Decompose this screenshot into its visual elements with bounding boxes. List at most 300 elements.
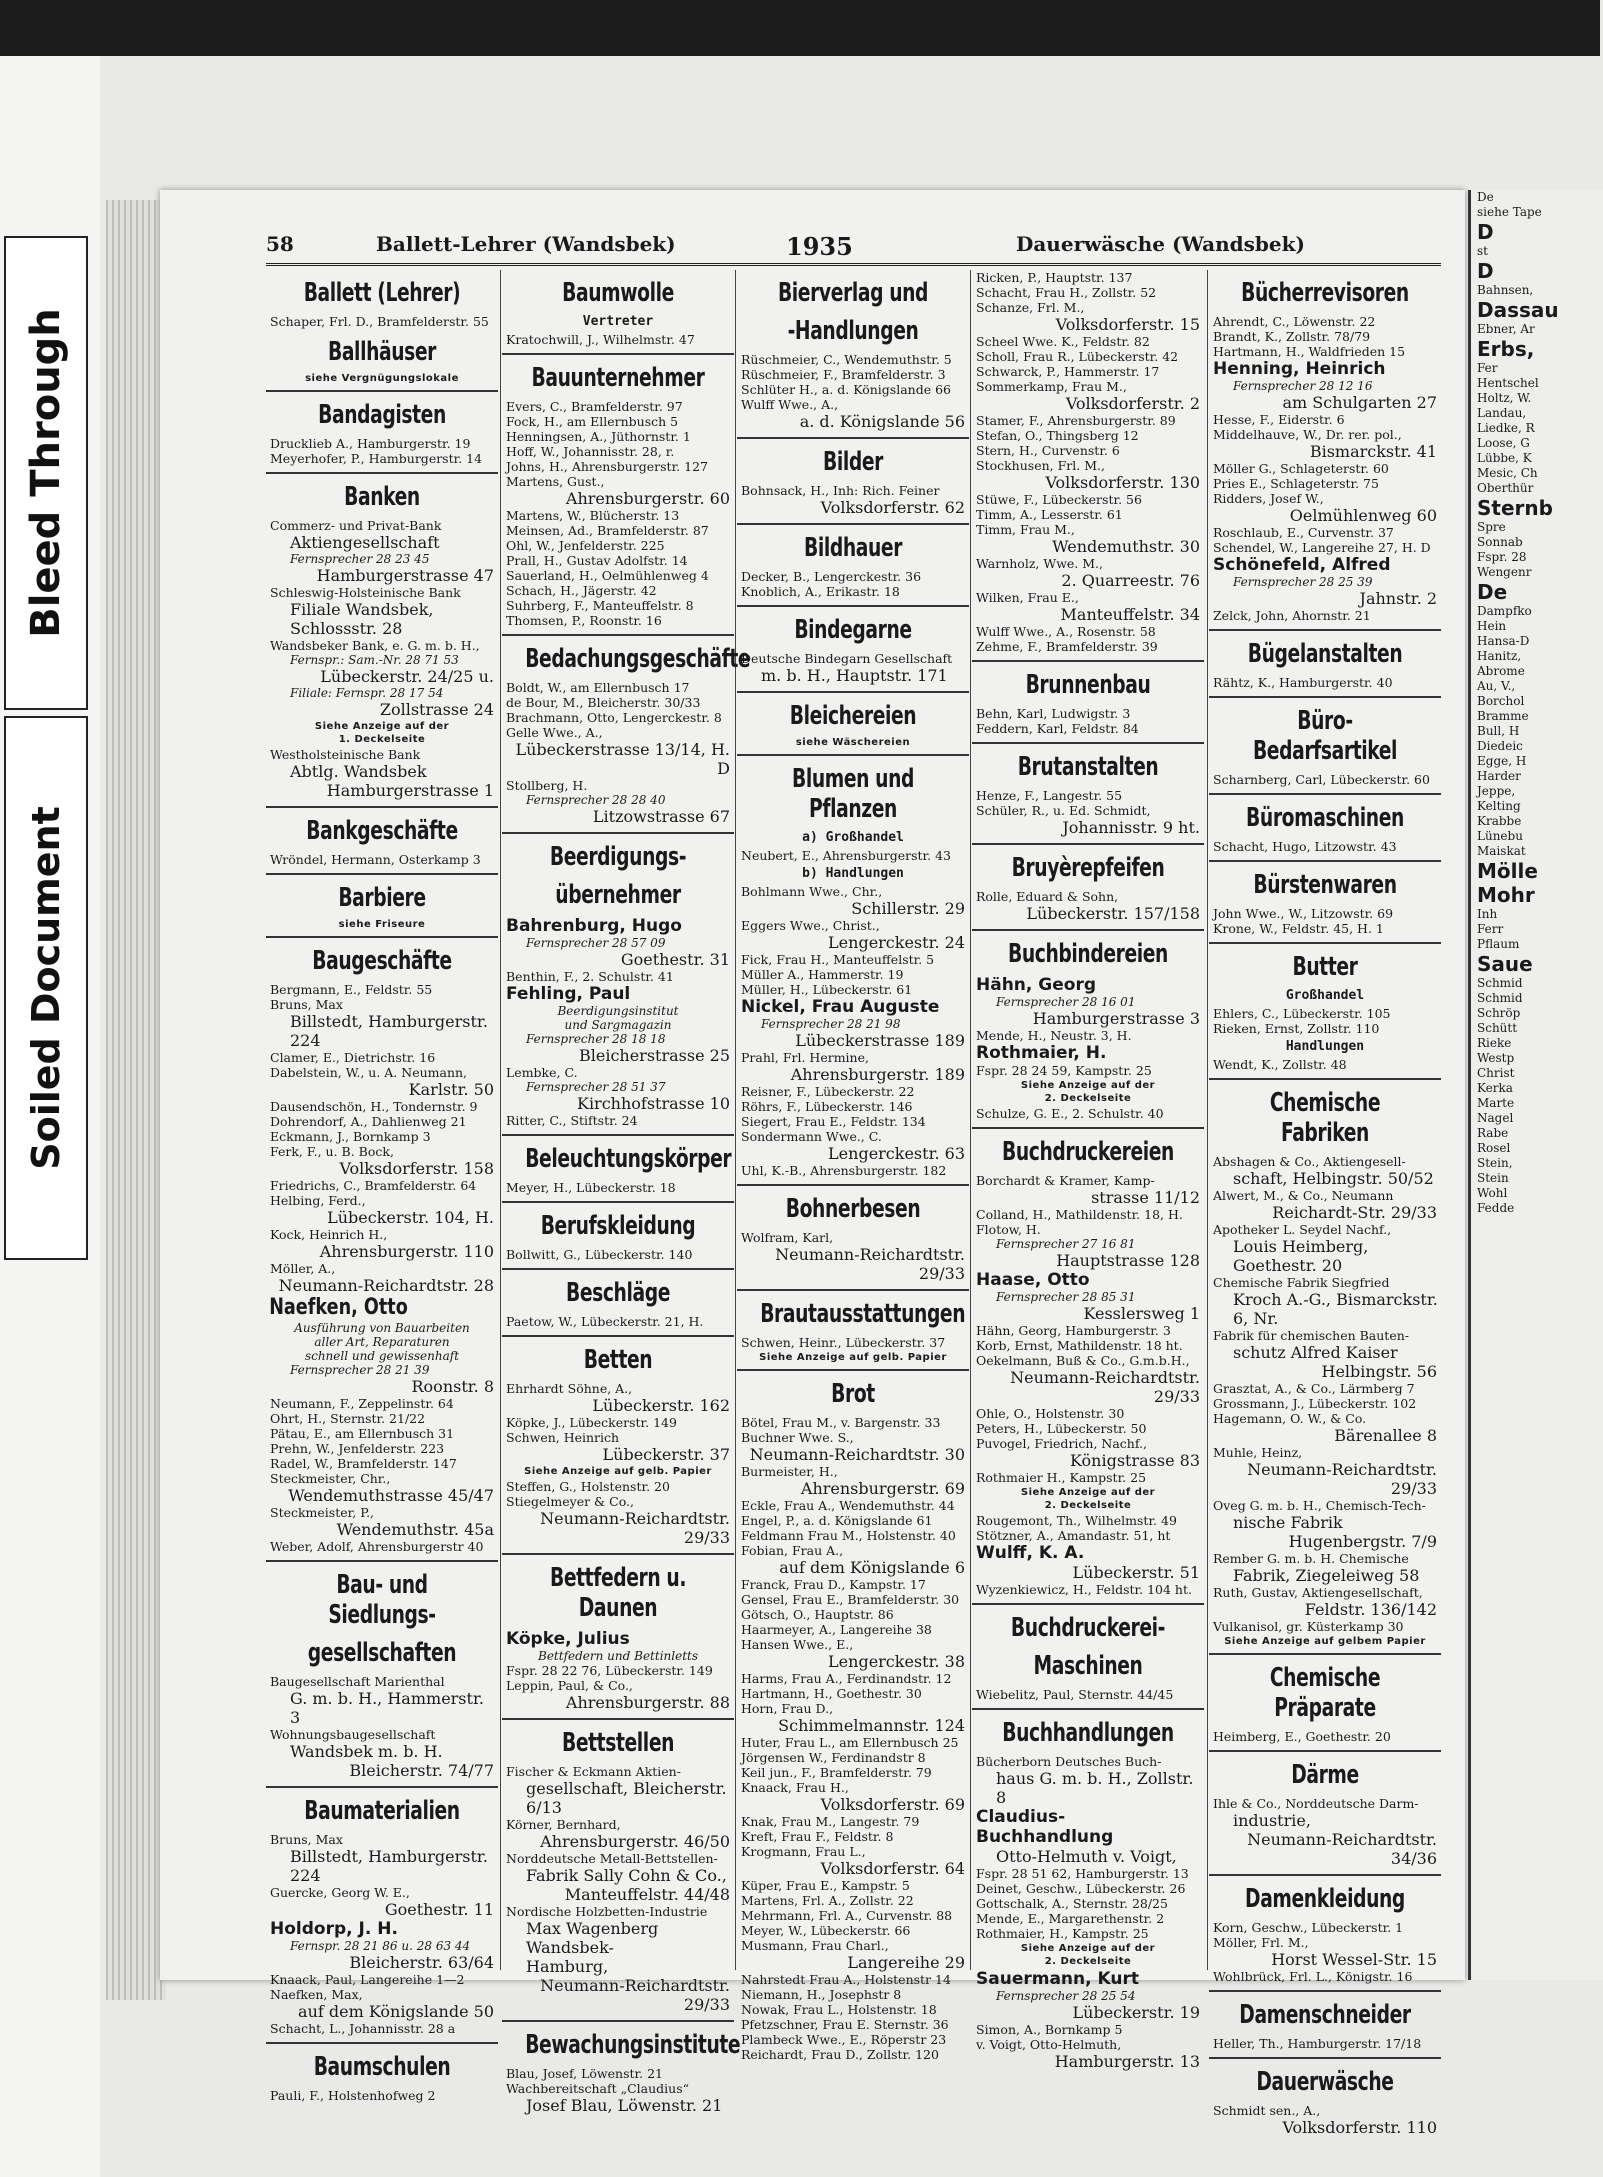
section-heading: Berufskleidung xyxy=(540,1211,696,1241)
listing-fragment: Diedeic xyxy=(1477,739,1523,753)
column-3 xyxy=(737,270,969,2062)
listing-entry: Leppin, Paul, & Co., xyxy=(506,1678,633,1693)
listing-fragment: Dampfko xyxy=(1477,604,1532,618)
listing-entry: Apotheker L. Seydel Nachf., xyxy=(1213,1222,1392,1237)
listing-entry: Wachbereitschaft „Claudius“ xyxy=(506,2081,689,2096)
listing-continuation: Louis Heimberg, Goethestr. 20 xyxy=(1233,1237,1369,1275)
listing-address: Lübeckerstr. 157/158 xyxy=(1026,904,1200,923)
listing-entry: Fischer & Eckmann Aktien- xyxy=(506,1764,681,1779)
listing-entry: Buchner Wwe. S., xyxy=(741,1430,854,1445)
listing-entry: Heller, Th., Hamburgerstr. 17/18 xyxy=(1213,2036,1422,2051)
listing-entry: Horn, Frau D., xyxy=(741,1701,834,1716)
cross-reference: Siehe Anzeige auf gelb. Papier xyxy=(759,1352,947,1363)
section-heading: Brot xyxy=(831,1379,875,1409)
section-divider xyxy=(1209,1750,1441,1752)
listing-fragment: Nagel xyxy=(1477,1111,1514,1125)
section-divider xyxy=(1209,1874,1441,1876)
phone-line: Fernsprecher 28 23 45 xyxy=(290,552,430,566)
listing-entry: Wulff Wwe., A., Rosenstr. 58 xyxy=(976,624,1156,639)
book-page-edges xyxy=(106,200,166,2000)
listing-address: Wendemuthstrasse 45/47 xyxy=(288,1486,494,1505)
listing-entry: v. Voigt, Otto-Helmuth, xyxy=(976,2037,1122,2052)
cross-reference: siehe Wäschereien xyxy=(795,737,911,748)
listing-entry: Körner, Bernhard, xyxy=(506,1817,621,1832)
listing-entry: Weber, Adolf, Ahrensburgerstr 40 xyxy=(270,1539,484,1554)
featured-entry: Henning, Heinrich xyxy=(1213,359,1386,379)
section-heading: Banken xyxy=(344,482,420,512)
listing-entry: Wiebelitz, Paul, Sternstr. 44/45 xyxy=(976,1687,1174,1702)
listing-entry: Hesse, F., Eiderstr. 6 xyxy=(1213,412,1345,427)
listing-entry: Boldt, W., am Ellernbusch 17 xyxy=(506,680,690,695)
listing-fragment: Rosel xyxy=(1477,1141,1511,1155)
listing-address: Lübeckerstrasse 13/14, H. D xyxy=(515,740,730,778)
section-heading: Damenkleidung xyxy=(1245,1884,1405,1914)
subheading: Großhandel xyxy=(1285,988,1365,1003)
listing-fragment: siehe Tape xyxy=(1477,205,1542,219)
phone-line: Fernsprecher 28 21 39 xyxy=(290,1363,430,1377)
section-heading: Bilder xyxy=(823,447,883,477)
listing-fragment: Bahnsen, xyxy=(1477,283,1534,297)
listing-entry: Nahrstedt Frau A., Holstenstr 14 xyxy=(741,1972,951,1987)
listing-address: Neumann-Reichardtstr. 28 xyxy=(278,1276,494,1295)
listing-fragment: Sonnab xyxy=(1477,535,1523,549)
section-divider xyxy=(266,2042,498,2044)
listing-entry: Hoff, W., Johannisstr. 28, r. xyxy=(506,444,675,459)
listing-entry: Stüwe, F., Lübeckerstr. 56 xyxy=(976,492,1142,507)
listing-entry: Puvogel, Friedrich, Nachf., xyxy=(976,1436,1147,1451)
listing-address: Volksdorferstr. 130 xyxy=(1045,473,1200,492)
listing-fragment: Hentschel xyxy=(1477,376,1539,390)
listing-fragment: Bull, H xyxy=(1477,724,1520,738)
listing-entry: Deinet, Geschw., Lübeckerstr. 26 xyxy=(976,1881,1186,1896)
listing-fragment: De xyxy=(1477,190,1494,204)
listing-entry: Hartmann, H., Waldfrieden 15 xyxy=(1213,344,1406,359)
section-divider xyxy=(737,691,969,693)
section-heading: Butter xyxy=(1292,952,1358,982)
cross-reference: Siehe Anzeige auf der xyxy=(1020,1487,1156,1498)
listing-entry: Siegert, Frau E., Feldstr. 134 xyxy=(741,1114,926,1129)
listing-address: Ahrensburgerstr. 189 xyxy=(790,1065,965,1084)
listing-entry: Bruns, Max xyxy=(270,997,343,1012)
listing-address: Langereihe 29 xyxy=(847,1953,965,1972)
page-header xyxy=(266,232,1441,262)
listing-fragment: Hansa-D xyxy=(1477,634,1530,648)
listing-entry: Naefken, Max, xyxy=(270,1987,363,2002)
section-heading: Chemische Präparate xyxy=(1269,1663,1381,1723)
listing-entry: Westholsteinische Bank xyxy=(270,747,421,762)
column-4 xyxy=(972,270,1204,2071)
listing-entry: Möller, Frl. M., xyxy=(1213,1935,1309,1950)
cross-reference: Siehe Anzeige auf der xyxy=(1020,1080,1156,1091)
listing-entry: Thomsen, P., Roonstr. 16 xyxy=(506,613,662,628)
listing-entry: Wröndel, Hermann, Osterkamp 3 xyxy=(270,852,481,867)
listing-address: auf dem Königslande 50 xyxy=(298,2002,494,2021)
listing-fragment: Schröp xyxy=(1477,1006,1521,1020)
section-divider xyxy=(972,1708,1204,1710)
listing-entry: Gensel, Frau E., Bramfelderstr. 30 xyxy=(741,1592,960,1607)
listing-entry: Keil jun., F., Bramfelderstr. 79 xyxy=(741,1765,932,1780)
phone-line: Filiale: Fernspr. 28 17 54 xyxy=(290,686,444,700)
cross-reference: 2. Deckelseite xyxy=(1044,1500,1132,1511)
section-divider xyxy=(1209,1078,1441,1080)
listing-entry: Prahl, Frl. Hermine, xyxy=(741,1050,869,1065)
section-heading: Bruyèrepfeifen xyxy=(1011,853,1165,883)
listing-entry: Bergmann, E., Feldstr. 55 xyxy=(270,982,433,997)
listing-address: Neumann-Reichardtstr. 29/33 xyxy=(1010,1368,1200,1406)
listing-entry: Decker, B., Lengerckestr. 36 xyxy=(741,569,922,584)
listing-entry: Wohlbrück, Frl. L., Königstr. 16 xyxy=(1213,1969,1413,1984)
listing-entry: Fick, Frau H., Manteuffelstr. 5 xyxy=(741,952,935,967)
listing-address: Ahrensburgerstr. 110 xyxy=(319,1242,494,1261)
listing-entry: Fock, H., am Ellernbusch 5 xyxy=(506,414,679,429)
section-heading: Büromaschinen xyxy=(1246,803,1404,833)
listing-entry: Rothmaier, H., Kampstr. 25 xyxy=(976,1926,1149,1941)
directory-page xyxy=(160,190,1465,2137)
featured-entry: Haase, Otto xyxy=(976,1270,1090,1290)
cross-reference: Siehe Anzeige auf der xyxy=(314,721,450,732)
listing-entry: Roschlaub, E., Curvenstr. 37 xyxy=(1213,525,1394,540)
listing-entry: Helbing, Ferd., xyxy=(270,1193,366,1208)
cross-reference: 1. Deckelseite xyxy=(338,734,426,745)
section-heading: Bildhauer xyxy=(803,533,903,563)
listing-continuation: Kroch A.-G., Bismarckstr. 6, Nr. xyxy=(1233,1290,1438,1328)
listing-entry: Oveg G. m. b. H., Chemisch-Tech- xyxy=(1213,1498,1426,1513)
soiled-document-text: Soiled Document xyxy=(24,806,68,1170)
cross-reference: Siehe Anzeige auf gelbem Papier xyxy=(1224,1636,1426,1647)
listing-entry: Bötel, Frau M., v. Bargenstr. 33 xyxy=(741,1415,941,1430)
listing-entry: Kratochwill, J., Wilhelmstr. 47 xyxy=(506,332,695,347)
listing-entry: Stamer, F., Ahrensburgerstr. 89 xyxy=(976,413,1176,428)
listing-entry: Chemische Fabrik Siegfried xyxy=(1213,1275,1390,1290)
listing-entry: Mende, H., Neustr. 3, H. xyxy=(976,1028,1132,1043)
listing-entry: Wulff Wwe., A., xyxy=(741,397,839,412)
heading-fragment: Erbs, xyxy=(1477,337,1535,361)
listing-fragment: Inh xyxy=(1477,907,1498,921)
listing-fragment: st xyxy=(1477,244,1488,258)
listing-continuation: Fabrik Sally Cohn & Co., xyxy=(526,1866,727,1885)
tagline: schnell und gewissenhaft xyxy=(304,1349,460,1363)
listing-entry: Clamer, E., Dietrichstr. 16 xyxy=(270,1050,436,1065)
bleed-through-text: Bleed Through xyxy=(23,308,69,638)
listing-entry: Scholl, Frau R., Lübeckerstr. 42 xyxy=(976,349,1179,364)
column-5 xyxy=(1209,270,1441,2137)
listing-address: Königstrasse 83 xyxy=(1070,1451,1200,1470)
listing-entry: Martens, Frl. A., Zollstr. 22 xyxy=(741,1893,914,1908)
section-heading: Barbiere xyxy=(338,883,426,913)
section-heading: Bierverlag und xyxy=(777,278,929,308)
listing-entry: Knak, Frau M., Langestr. 79 xyxy=(741,1814,920,1829)
listing-entry: Nowak, Frau L., Holstenstr. 18 xyxy=(741,2002,937,2017)
listing-fragment: Holtz, W. xyxy=(1477,391,1532,405)
phone-line: Fernsprecher 28 28 40 xyxy=(526,793,666,807)
listing-entry: Fspr. 28 51 62, Hamburgerstr. 13 xyxy=(976,1866,1189,1881)
featured-entry: Buchhandlung xyxy=(976,1827,1114,1847)
section-heading: Brunnenbau xyxy=(1025,670,1151,700)
listing-address: Goethestr. 31 xyxy=(620,950,730,969)
listing-entry: Küper, Frau E., Kampstr. 5 xyxy=(741,1878,910,1893)
listing-entry: Harms, Frau A., Ferdinandstr. 12 xyxy=(741,1671,952,1686)
listing-address: Bleicherstrasse 25 xyxy=(578,1046,730,1065)
listing-address: Hamburgerstr. 13 xyxy=(1054,2052,1200,2071)
featured-entry: Hähn, Georg xyxy=(976,975,1096,995)
listing-continuation: Max Wagenberg Wandsbek- xyxy=(526,1919,659,1957)
listing-entry: Bohnsack, H., Inh: Rich. Feiner xyxy=(741,483,940,498)
section-heading: Chemische Fabriken xyxy=(1269,1088,1381,1148)
listing-address: Volksdorferstr. 158 xyxy=(339,1159,494,1178)
featured-entry: Köpke, Julius xyxy=(506,1629,630,1649)
listing-entry: Ruth, Gustav, Aktiengesellschaft, xyxy=(1213,1585,1423,1600)
listing-entry: Pries E., Schlageterstr. 75 xyxy=(1213,476,1379,491)
featured-entry: Fehling, Paul xyxy=(506,984,631,1004)
listing-address: Litzowstrasse 67 xyxy=(592,807,730,826)
section-heading: Brautausstattungen xyxy=(760,1299,966,1329)
listing-entry: Sommerkamp, Frau M., xyxy=(976,379,1127,394)
listing-address: auf dem Königslande 6 xyxy=(779,1558,965,1577)
listing-entry: Schüler, R., u. Ed. Schmidt, xyxy=(976,803,1151,818)
listing-entry: Plambeck Wwe., E., Röperstr 23 xyxy=(741,2032,947,2047)
listing-entry: Ehlers, C., Lübeckerstr. 105 xyxy=(1213,1006,1391,1021)
listing-entry: Ahrendt, C., Löwenstr. 22 xyxy=(1213,314,1376,329)
listing-entry: Prehn, W., Jenfelderstr. 223 xyxy=(270,1441,445,1456)
section-divider xyxy=(737,1369,969,1371)
listing-fragment: Westp xyxy=(1477,1051,1515,1065)
listing-entry: Ehrhardt Söhne, A., xyxy=(506,1381,633,1396)
section-divider xyxy=(972,1127,1204,1129)
listing-address: Lübeckerstrasse 189 xyxy=(795,1031,965,1050)
scan-label-strip xyxy=(0,56,100,2177)
section-divider xyxy=(502,2020,734,2022)
section-divider xyxy=(502,1134,734,1136)
listing-entry: Oekelmann, Buß & Co., G.m.b.H., xyxy=(976,1353,1190,1368)
listing-entry: Krogmann, Frau L., xyxy=(741,1844,866,1859)
listing-entry: Scheel Wwe. K., Feldstr. 82 xyxy=(976,334,1150,349)
listing-address: strasse 11/12 xyxy=(1091,1188,1200,1207)
listing-entry: Borchardt & Kramer, Kamp- xyxy=(976,1173,1155,1188)
listing-entry: Grasztat, A., & Co., Lärmberg 7 xyxy=(1213,1381,1415,1396)
listing-entry: Neubert, E., Ahrensburgerstr. 43 xyxy=(741,848,951,863)
listing-entry: Schulze, G. E., 2. Schulstr. 40 xyxy=(976,1106,1164,1121)
listing-entry: Uhl, K.-B., Ahrensburgerstr. 182 xyxy=(741,1163,947,1178)
heading-fragment: Dassau xyxy=(1477,298,1559,322)
listing-fragment: Jeppe, xyxy=(1477,784,1516,798)
listing-address: Volksdorferstr. 2 xyxy=(1065,394,1200,413)
listing-entry: Peters, H., Lübeckerstr. 50 xyxy=(976,1421,1147,1436)
header-left-keyword: Ballett-Lehrer (Wandsbek) xyxy=(376,232,676,256)
listing-entry: Möller G., Schlageterstr. 60 xyxy=(1213,461,1389,476)
tagline: und Sargmagazin xyxy=(564,1018,672,1032)
section-divider xyxy=(266,472,498,474)
section-heading: Bohnerbesen xyxy=(785,1194,921,1224)
listing-entry: Prall, H., Gustav Adolfstr. 14 xyxy=(506,553,688,568)
listing-address: Bleicherstr. 74/77 xyxy=(349,1761,494,1780)
listing-fragment: Wohl xyxy=(1477,1186,1508,1200)
listing-entry: Franck, Frau D., Kampstr. 17 xyxy=(741,1577,926,1592)
heading-fragment: D xyxy=(1477,220,1494,244)
listing-fragment: Stein xyxy=(1477,1171,1509,1185)
listing-entry: Fabrik für chemischen Bauten- xyxy=(1213,1328,1409,1343)
listing-fragment: Oberthür xyxy=(1477,481,1534,495)
listing-address: Wendemuthstr. 30 xyxy=(1052,537,1200,556)
header-right-keyword: Dauerwäsche (Wandsbek) xyxy=(1016,232,1305,256)
listing-entry: Zelck, John, Ahornstr. 21 xyxy=(1213,608,1371,623)
listing-fragment: Schütt xyxy=(1477,1021,1518,1035)
featured-entry: Nickel, Frau Auguste xyxy=(741,997,940,1017)
listing-address: Goethestr. 11 xyxy=(384,1900,494,1919)
section-divider xyxy=(502,634,734,636)
featured-entry: Schönefeld, Alfred xyxy=(1213,555,1391,575)
listing-entry: Rolle, Eduard & Sohn, xyxy=(976,889,1119,904)
section-divider xyxy=(972,742,1204,744)
cross-reference: 2. Deckelseite xyxy=(1044,1956,1132,1967)
listing-fragment: Stein, xyxy=(1477,1156,1513,1170)
listing-entry: Norddeutsche Metall-Bettstellen- xyxy=(506,1851,718,1866)
section-heading: Baumaterialien xyxy=(304,1796,460,1826)
section-heading: Beleuchtungskörper xyxy=(525,1144,732,1174)
section-heading: übernehmer xyxy=(555,880,681,910)
listing-entry: Pätau, E., am Ellernbusch 31 xyxy=(270,1426,455,1441)
listing-fragment: Liedke, R xyxy=(1477,421,1535,435)
listing-address: Jahnstr. 2 xyxy=(1359,589,1437,608)
listing-entry: Steffen, G., Holstenstr. 20 xyxy=(506,1479,670,1494)
listing-entry: Knaack, Frau H., xyxy=(741,1780,849,1795)
phone-line: Fernspr.: Sam.-Nr. 28 71 53 xyxy=(290,653,459,667)
listing-address: Volksdorferstr. 110 xyxy=(1282,2118,1437,2137)
listing-entry: Stiegelmeyer & Co., xyxy=(506,1494,634,1509)
phone-line: Fernsprecher 28 18 18 xyxy=(526,1032,666,1046)
section-heading: Baugeschäfte xyxy=(312,946,452,976)
section-divider xyxy=(1209,860,1441,862)
listing-fragment: Wengenr xyxy=(1477,565,1532,579)
listing-fragment: Au, V., xyxy=(1477,679,1516,693)
listing-entry: Schwen, Heinr., Lübeckerstr. 37 xyxy=(741,1335,946,1350)
section-heading: Damenschneider xyxy=(1239,2000,1411,2030)
listing-fragment: Kelting xyxy=(1477,799,1521,813)
listing-entry: Krone, W., Feldstr. 45, H. 1 xyxy=(1213,921,1384,936)
listing-entry: Röhrs, F., Lübeckerstr. 146 xyxy=(741,1099,913,1114)
listing-columns xyxy=(266,270,1441,2137)
listing-entry: Ricken, P., Hauptstr. 137 xyxy=(976,270,1133,285)
listing-address: Helbingstr. 56 xyxy=(1321,1362,1437,1381)
section-divider xyxy=(1209,629,1441,631)
section-divider xyxy=(1209,1990,1441,1992)
adjacent-page-fragment xyxy=(1468,190,1603,1980)
listing-entry: Musmann, Frau Charl., xyxy=(741,1938,889,1953)
cross-reference: siehe Friseure xyxy=(338,919,426,930)
header-rule xyxy=(266,263,1441,266)
listing-entry: Bücherborn Deutsches Buch- xyxy=(976,1754,1162,1769)
listing-entry: Fspr. 28 24 59, Kampstr. 25 xyxy=(976,1063,1152,1078)
listing-entry: Rothmaier H., Kampstr. 25 xyxy=(976,1470,1147,1485)
section-heading: Bürstenwaren xyxy=(1253,870,1397,900)
listing-continuation: Josef Blau, Löwenstr. 21 xyxy=(526,2096,723,2115)
listing-entry: de Bour, M., Bleicherstr. 30/33 xyxy=(506,695,701,710)
listing-address: Ahrensburgerstr. 69 xyxy=(800,1479,965,1498)
listing-entry: Meyerhofer, P., Hamburgerstr. 14 xyxy=(270,451,483,466)
section-divider xyxy=(266,1786,498,1788)
listing-address: Bleicherstr. 63/64 xyxy=(349,1953,494,1972)
listing-entry: Timm, A., Lesserstr. 61 xyxy=(976,507,1123,522)
listing-address: Manteuffelstr. 44/48 xyxy=(564,1885,730,1904)
listing-entry: Hansen Wwe., E., xyxy=(741,1637,854,1652)
section-heading: Ballett (Lehrer) xyxy=(303,278,461,308)
listing-address: Schillerstr. 29 xyxy=(851,899,965,918)
listing-continuation: Billstedt, Hamburgerstr. 224 xyxy=(290,1012,488,1050)
section-divider xyxy=(502,1201,734,1203)
section-divider xyxy=(1209,2057,1441,2059)
section-heading: Buchdruckerei- xyxy=(1010,1613,1166,1643)
listing-continuation: gesellschaft, Bleicherstr. 6/13 xyxy=(526,1779,727,1817)
listing-address: Kirchhofstrasse 10 xyxy=(576,1094,730,1113)
listing-entry: Schanze, Frl. M., xyxy=(976,300,1085,315)
listing-address: Hamburgerstrasse 1 xyxy=(326,781,494,800)
section-heading: Betten xyxy=(583,1345,653,1375)
section-heading: Ballhäuser xyxy=(327,337,437,367)
listing-entry: Feddern, Karl, Feldstr. 84 xyxy=(976,721,1139,736)
section-divider xyxy=(737,1184,969,1186)
listing-entry: Wilken, Frau E., xyxy=(976,590,1079,605)
listing-entry: Nordische Holzbetten-Industrie xyxy=(506,1904,708,1919)
listing-address: Lübeckerstr. 162 xyxy=(592,1396,730,1415)
listing-entry: Alwert, M., & Co., Neumann xyxy=(1213,1188,1394,1203)
tagline: aller Art, Reparaturen xyxy=(314,1335,450,1349)
listing-continuation: Wandsbek m. b. H. xyxy=(290,1742,443,1761)
section-divider xyxy=(1209,793,1441,795)
listing-entry: Ohle, O., Holstenstr. 30 xyxy=(976,1406,1125,1421)
listing-entry: Schlüter H., a. d. Königslande 66 xyxy=(741,382,951,397)
listing-entry: Flotow, H. xyxy=(976,1222,1041,1237)
listing-entry: Wolfram, Karl, xyxy=(741,1230,834,1245)
section-divider xyxy=(972,1603,1204,1605)
phone-line: Fernsprecher 28 57 09 xyxy=(526,936,666,950)
listing-entry: Huter, Frau L., am Ellernbusch 25 xyxy=(741,1735,959,1750)
section-heading: Bewachungsinstitute xyxy=(525,2030,741,2060)
listing-continuation: schaft, Helbingstr. 50/52 xyxy=(1233,1169,1434,1188)
listing-fragment: Kerka xyxy=(1477,1081,1513,1095)
listing-entry: John Wwe., W., Litzowstr. 69 xyxy=(1213,906,1394,921)
section-divider xyxy=(502,1268,734,1270)
listing-entry: Schacht, L., Johannisstr. 28 a xyxy=(270,2021,456,2036)
listing-continuation: Billstedt, Hamburgerstr. 224 xyxy=(290,1847,488,1885)
tagline: Beerdigungsinstitut xyxy=(557,1004,679,1018)
section-heading: Blumen und Pflanzen xyxy=(791,764,915,824)
heading-fragment: Mohr xyxy=(1477,883,1535,907)
listing-address: Feldstr. 136/142 xyxy=(1304,1600,1437,1619)
listing-continuation: Abtlg. Wandsbek xyxy=(290,762,427,781)
listing-address: Ahrensburgerstr. 60 xyxy=(565,489,730,508)
listing-entry: Gottschalk, A., Sternstr. 28/25 xyxy=(976,1896,1168,1911)
section-heading: Brutanstalten xyxy=(1017,752,1159,782)
listing-entry: Dausendschön, H., Tondernstr. 9 xyxy=(270,1099,478,1114)
listing-entry: Pfetzschner, Frau E. Sternstr. 36 xyxy=(741,2017,949,2032)
listing-entry: Timm, Frau M., xyxy=(976,522,1075,537)
listing-entry: Ferk, F., u. B. Bock, xyxy=(270,1144,394,1159)
listing-entry: Deutsche Bindegarn Gesellschaft xyxy=(741,651,953,666)
listing-address: Ahrensburgerstr. 88 xyxy=(565,1693,730,1712)
heading-fragment: De xyxy=(1477,580,1508,604)
phone-line: Fernsprecher 28 25 39 xyxy=(1233,575,1373,589)
section-heading: Bettstellen xyxy=(561,1728,675,1758)
listing-entry: Eckmann, J., Bornkamp 3 xyxy=(270,1129,431,1144)
listing-address: Hauptstrasse 128 xyxy=(1056,1251,1200,1270)
listing-fragment: Marte xyxy=(1477,1096,1515,1110)
listing-entry: Götsch, O., Hauptstr. 86 xyxy=(741,1607,894,1622)
listing-fragment: Spre xyxy=(1477,520,1506,534)
listing-continuation: Filiale Wandsbek, Schlossstr. 28 xyxy=(290,600,434,638)
listing-entry: Neumann, F., Zeppelinstr. 64 xyxy=(270,1396,454,1411)
listing-entry: Kock, Heinrich H., xyxy=(270,1227,388,1242)
listing-entry: Rember G. m. b. H. Chemische xyxy=(1213,1551,1409,1566)
section-heading: Buchbindereien xyxy=(1008,939,1168,969)
